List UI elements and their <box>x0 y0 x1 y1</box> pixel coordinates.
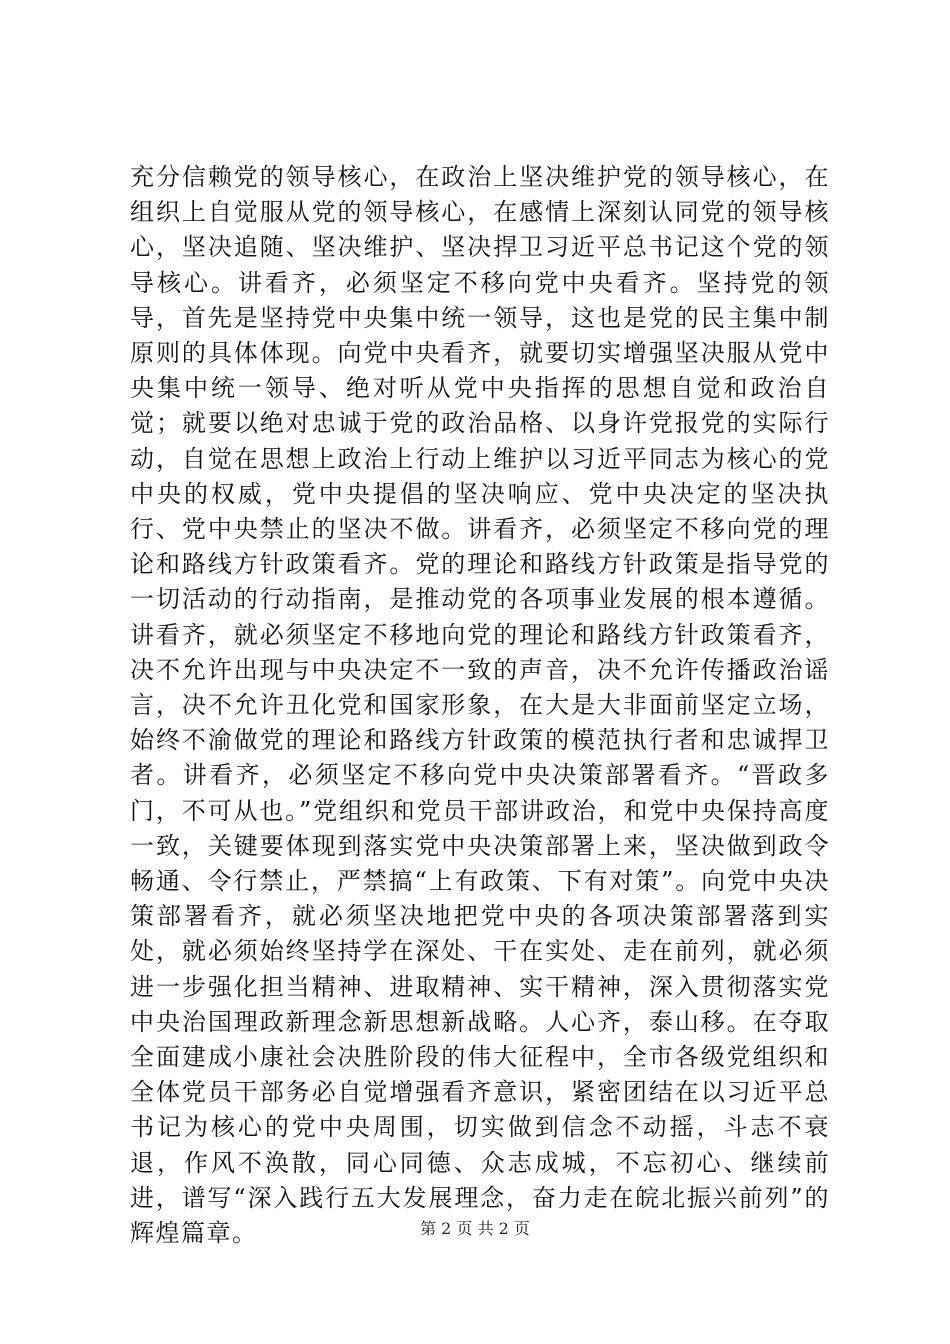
body-paragraph: 充分信赖党的领导核心，在政治上坚决维护党的领导核心，在组织上自觉服从党的领导核心，在感情上深刻认同党的领导核心，坚决追随、坚决维护、坚决捍卫习近平总书记这个党的领导核心。讲看齐，必须坚定不移向党中央看齐。坚持党的领导，首先是坚持党中央集中统一领导，这也是党的民主集中制原则的具体体现。向党中央看齐，就要切实增强坚决服从党中央集中统一领导、绝对听从党中央指挥的思想自觉和政治自觉；就要以绝对忠诚于党的政治品格、以身许党报党的实际行动，自觉在思想上政治上行动上维护以习近平同志为核心的党中央的权威，党中央提倡的坚决响应、党中央决定的坚决执行、党中央禁止的坚决不做。讲看齐，必须坚定不移向党的理论和路线方针政策看齐。党的理论和路线方针政策是指导党的一切活动的行动指南，是推动党的各项事业发展的根本遵循。讲看齐，就必须坚定不移地向党的理论和路线方针政策看齐，决不允许出现与中央决定不一致的声音，决不允许传播政治谣言，决不允许丑化党和国家形象，在大是大非面前坚定立场，始终不渝做党的理论和路线方针政策的模范执行者和忠诚捍卫者。讲看齐，必须坚定不移向党中央决策部署看齐。“晋政多门，不可从也。”党组织和党员干部讲政治，和党中央保持高度一致，关键要体现到落实党中央决策部署上来，坚决做到政令畅通、令行禁止，严禁搞“上有政策、下有对策”。向党中央决策部署看齐，就必须坚决地把党中央的各项决策部署落到实处，就必须始终坚持学在深处、干在实处、走在前列，就必须进一步强化担当精神、进取精神、实干精神，深入贯彻落实党中央治国理政新理念新思想新战略。人心齐，泰山移。在夺取全面建成小康社会决胜阶段的伟大征程中，全市各级党组织和全体党员干部务必自觉增强看齐意识，紧密团结在以习近平总书记为核心的党中央周围，切实做到信念不动摇，斗志不衰退，作风不涣散，同心同德、众志成城，不忘初心、继续前进，谱写“深入践行五大发展理念，奋力走在皖北振兴前列”的辉煌篇章。 <box>130 163 830 1248</box>
page-number-footer: 第 2 页 共 2 页 <box>420 1219 530 1238</box>
